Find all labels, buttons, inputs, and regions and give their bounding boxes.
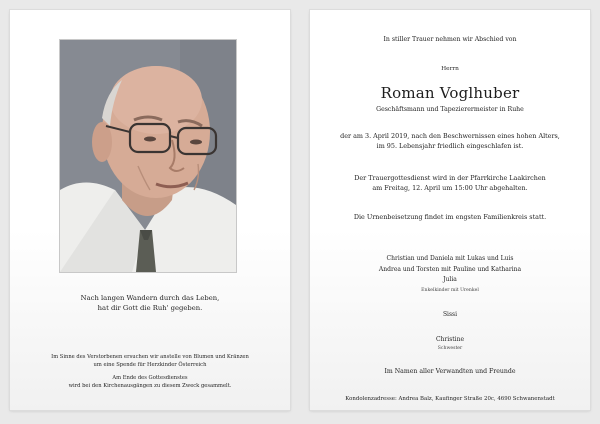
funeral-service <box>310 173 590 193</box>
mourners-line-3: Julia <box>443 276 457 283</box>
death-line-1: der am 3. April 2019, nach den Beschwernissen eines hohen Alters, <box>340 132 560 140</box>
christine-caption: Schwester <box>437 346 463 351</box>
salutation: Herrn <box>441 66 459 72</box>
deceased-name: Roman Voglhuber <box>380 84 520 102</box>
intro-text: In stiller Trauer nehmen wir Abschied von <box>383 36 517 43</box>
mourners-line-2: Andrea und Torsten mit Pauline und Katharina <box>378 265 522 273</box>
donation-line-3: Am Ende des Gottesdienstes <box>112 374 188 381</box>
mourner-christine <box>310 335 590 353</box>
donation-line-4: wird bei den Kirchenausgängen zu diesem Zweck gesammelt. <box>68 383 232 390</box>
condolence-address: Kondolenzadresse: Andrea Balz, Kaufinger Straße 20c, 4690 Schwanenstadt <box>345 396 555 402</box>
donation-request <box>10 353 290 391</box>
relatives-line: Im Namen aller Verwandten und Freunde <box>384 368 516 375</box>
occupation: Geschäftsmann und Tapezierermeister in Ruhe <box>376 106 524 113</box>
service-line-2: am Freitag, 12. April um 15:00 Uhr abgehalten. <box>372 184 528 192</box>
urn-burial: Die Urnenbeisetzung findet im engsten Familienkreis statt. <box>353 213 547 221</box>
portrait-illustration <box>60 40 236 272</box>
quote-line-1: Nach langen Wandern durch das Leben, <box>80 294 220 302</box>
mourners-line-1: Christian und Daniela mit Lukas und Luis <box>386 255 514 262</box>
mourners-caption: Enkelkinder mit Urenkel <box>421 287 479 293</box>
death-notice <box>310 131 590 151</box>
memorial-quote <box>10 293 290 313</box>
right-page <box>310 10 590 410</box>
service-line-1: Der Trauergottesdienst wird in der Pfarrkirche Laakirchen <box>354 174 546 182</box>
death-line-2: im 95. Lebensjahr friedlich eingeschlafen ist. <box>376 142 524 150</box>
donation-line-2: um eine Spende für Herzkinder Österreich <box>93 362 207 369</box>
mourner-sissi: Sissi <box>442 311 458 318</box>
christine-name: Christine <box>435 336 465 343</box>
donation-line-1: Im Sinne des Verstorbenen ersuchen wir anstelle von Blumen und Kränzen <box>51 354 249 360</box>
left-page <box>10 10 290 410</box>
mourners-list <box>310 254 590 296</box>
portrait-photo <box>60 40 236 272</box>
quote-line-2: hat dir Gott die Ruh' gegeben. <box>97 304 203 312</box>
